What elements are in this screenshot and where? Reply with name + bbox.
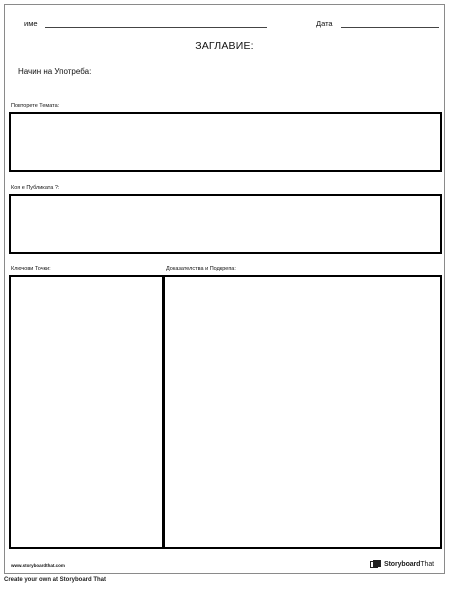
brand-name-light: That — [420, 560, 434, 568]
footer-site-url[interactable]: www.storyboardthat.com — [11, 563, 65, 568]
storyboard-that-logo — [370, 558, 434, 570]
create-your-own-credit[interactable]: Create your own at Storyboard That — [4, 577, 107, 583]
storyboard-that-logo-icon — [370, 560, 381, 569]
brand-name — [384, 561, 434, 568]
evidence-label: Доказателства и Подкрепа: — [166, 266, 236, 272]
date-field-line[interactable] — [341, 27, 439, 28]
date-label: Дата — [316, 19, 333, 28]
topic-label: Повторете Темата: — [11, 103, 60, 109]
key-points-label: Ключови Точки: — [11, 266, 51, 272]
topic-box[interactable] — [9, 112, 442, 172]
brand-name-bold: Storyboard — [384, 560, 421, 568]
name-label: име — [24, 19, 38, 28]
worksheet-page — [4, 4, 445, 574]
evidence-box[interactable] — [163, 275, 442, 549]
audience-label: Коя е Публиката ?: — [11, 185, 60, 191]
key-points-box[interactable] — [9, 275, 164, 549]
name-field-line[interactable] — [45, 27, 267, 28]
usage-label: Начин на Употреба: — [18, 67, 92, 76]
page-title: ЗАГЛАВИЕ: — [195, 40, 254, 52]
audience-box[interactable] — [9, 194, 442, 254]
